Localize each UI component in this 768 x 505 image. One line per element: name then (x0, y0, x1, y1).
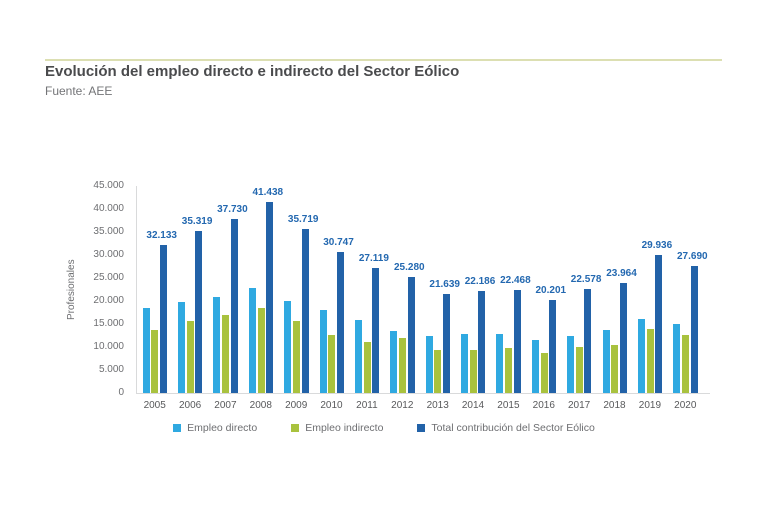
bar-empleo-directo-2015 (496, 334, 503, 393)
bar-total-contribucion-del-sector-eolico-2020 (691, 266, 698, 393)
total-value-label-2012: 25.280 (394, 261, 425, 273)
y-axis-title: Profesionales (66, 259, 77, 320)
total-value-label-2011: 27.119 (358, 253, 389, 265)
bar-total-contribucion-del-sector-eolico-2015 (514, 290, 521, 393)
bar-empleo-indirecto-2017 (576, 347, 583, 394)
bar-empleo-indirecto-2018 (611, 345, 618, 393)
x-tick-label-2016: 2016 (532, 400, 555, 411)
plot-area (66, 180, 710, 411)
bar-empleo-directo-2008 (249, 288, 256, 393)
bar-empleo-indirecto-2005 (151, 330, 158, 393)
x-tick-label-2007: 2007 (214, 400, 237, 411)
y-tick-label-5.000: 5.000 (98, 364, 124, 375)
total-value-label-2007: 37.730 (217, 204, 248, 216)
bar-empleo-indirecto-2014 (470, 350, 477, 393)
bar-empleo-indirecto-2012 (399, 338, 406, 393)
bar-empleo-directo-2011 (355, 320, 362, 393)
total-value-label-2005: 32.133 (146, 230, 177, 242)
x-tick-label-2010: 2010 (320, 400, 343, 411)
bar-empleo-indirecto-2013 (434, 350, 441, 393)
y-tick-label-45.000: 45.000 (93, 180, 124, 191)
x-tick-label-2013: 2013 (426, 400, 449, 411)
bar-empleo-indirecto-2010 (328, 335, 335, 393)
x-tick-label-2011: 2011 (356, 400, 378, 411)
y-tick-label-30.000: 30.000 (93, 249, 124, 260)
total-value-label-2015: 22.468 (500, 274, 531, 286)
legend-item-empleo-directo (173, 422, 257, 434)
legend-label-empleo-indirecto: Empleo indirecto (305, 422, 384, 434)
legend-label-total-contribucion: Total contribución del Sector Eólico (431, 422, 595, 434)
bar-empleo-directo-2009 (284, 301, 291, 393)
y-tick-label-25.000: 25.000 (93, 272, 124, 283)
total-value-label-2010: 30.747 (323, 236, 354, 248)
x-tick-label-2005: 2005 (143, 400, 166, 411)
bar-empleo-directo-2016 (532, 340, 539, 393)
x-tick-label-2006: 2006 (178, 400, 202, 411)
total-value-label-2017: 22.578 (570, 274, 602, 286)
total-value-label-2016: 20.201 (535, 285, 567, 297)
bar-empleo-indirecto-2006 (187, 321, 194, 393)
bar-total-contribucion-del-sector-eolico-2010 (337, 252, 344, 393)
total-value-label-2020: 27.690 (677, 250, 708, 262)
bar-empleo-indirecto-2015 (505, 348, 512, 393)
legend-item-empleo-indirecto (291, 422, 383, 434)
bar-empleo-indirecto-2011 (364, 342, 371, 394)
y-tick-label-40.000: 40.000 (93, 203, 124, 214)
total-value-label-2013: 21.639 (429, 278, 460, 290)
y-tick-label-35.000: 35.000 (93, 226, 124, 237)
x-tick-label-2019: 2019 (638, 400, 662, 411)
bar-empleo-indirecto-2019 (647, 329, 654, 393)
y-tick-label-20.000: 20.000 (93, 295, 124, 306)
bar-total-contribucion-del-sector-eolico-2017 (584, 289, 591, 393)
bar-empleo-directo-2019 (638, 319, 645, 393)
total-value-label-2018: 23.964 (606, 267, 637, 279)
bar-empleo-directo-2013 (426, 336, 433, 393)
legend-item-total-contribucion (417, 422, 594, 434)
y-tick-label-10.000: 10.000 (93, 341, 124, 352)
bar-empleo-indirecto-2016 (541, 353, 548, 393)
bar-total-contribucion-del-sector-eolico-2008 (266, 202, 273, 393)
total-value-label-2006: 35.319 (181, 215, 213, 227)
total-value-label-2009: 35.719 (287, 213, 319, 225)
x-tick-label-2009: 2009 (285, 400, 308, 411)
chart-title: Evolución del empleo directo e indirecto del Sector Eólico (45, 63, 460, 80)
legend-swatch-total-contribucion (417, 424, 425, 432)
bar-total-contribucion-del-sector-eolico-2007 (231, 219, 238, 393)
total-value-label-2008: 41.438 (252, 187, 284, 199)
x-tick-label-2015: 2015 (497, 400, 520, 411)
bar-empleo-directo-2020 (673, 324, 680, 394)
x-tick-label-2012: 2012 (391, 400, 414, 411)
bar-total-contribucion-del-sector-eolico-2016 (549, 300, 556, 393)
legend-label-empleo-directo: Empleo directo (187, 422, 258, 434)
y-axis (80, 180, 132, 398)
bar-empleo-indirecto-2008 (258, 308, 265, 393)
legend-swatch-empleo-directo (173, 424, 181, 432)
bar-empleo-directo-2007 (213, 297, 220, 393)
bar-total-contribucion-del-sector-eolico-2013 (443, 294, 450, 394)
bar-total-contribucion-del-sector-eolico-2014 (478, 291, 485, 393)
bar-empleo-indirecto-2009 (293, 321, 300, 393)
chart-legend (0, 422, 768, 434)
x-tick-label-2014: 2014 (461, 400, 485, 411)
x-tick-label-2008: 2008 (249, 400, 272, 411)
bar-empleo-indirecto-2020 (682, 335, 689, 393)
bar-empleo-directo-2018 (603, 330, 610, 393)
bar-total-contribucion-del-sector-eolico-2009 (302, 229, 309, 393)
x-axis-line (136, 393, 710, 394)
bar-empleo-directo-2017 (567, 336, 574, 394)
y-tick-label-0: 0 (118, 387, 124, 398)
bar-empleo-directo-2012 (390, 331, 397, 393)
bar-empleo-directo-2010 (320, 310, 327, 393)
x-tick-label-2017: 2017 (567, 400, 591, 411)
x-tick-label-2020: 2020 (674, 400, 697, 411)
bar-total-contribucion-del-sector-eolico-2011 (372, 268, 379, 393)
y-axis-line (136, 186, 137, 393)
y-tick-label-15.000: 15.000 (93, 318, 124, 329)
bar-total-contribucion-del-sector-eolico-2018 (620, 283, 627, 393)
total-value-label-2014: 22.186 (464, 275, 496, 287)
x-tick-label-2018: 2018 (603, 400, 626, 411)
legend-swatch-empleo-indirecto (291, 424, 299, 432)
bar-empleo-directo-2014 (461, 334, 468, 393)
bar-empleo-indirecto-2007 (222, 315, 229, 393)
bar-empleo-directo-2006 (178, 302, 185, 393)
bar-total-contribucion-del-sector-eolico-2012 (408, 277, 415, 393)
bar-total-contribucion-del-sector-eolico-2019 (655, 255, 662, 393)
bar-empleo-directo-2005 (143, 308, 150, 393)
bar-total-contribucion-del-sector-eolico-2006 (195, 231, 202, 394)
chart-source: Fuente: AEE (45, 84, 113, 98)
total-value-label-2019: 29.936 (641, 240, 673, 252)
top-divider-rule (45, 59, 722, 61)
bar-total-contribucion-del-sector-eolico-2005 (160, 245, 167, 393)
